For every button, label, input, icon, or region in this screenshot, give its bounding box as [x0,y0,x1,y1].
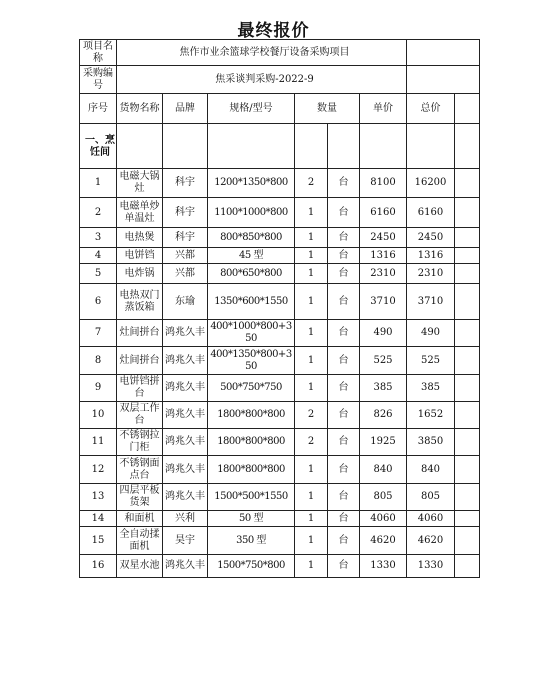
item-brand: 鸿兆久丰 [163,429,208,456]
item-quantity: 1 [295,484,328,511]
item-total: 6160 [407,198,455,228]
table-row [80,375,480,402]
table-row [80,456,480,484]
header-unit-price: 单价 [360,94,407,124]
item-spec: 1100*1000*800 [208,198,295,228]
item-spec: 800*850*800 [208,228,295,248]
item-brand: 科宇 [163,169,208,198]
item-name: 双层工作台 [117,402,163,429]
item-unit-price: 385 [360,375,407,402]
item-quantity: 1 [295,347,328,375]
item-blank [455,198,480,228]
item-unit: 台 [328,555,360,578]
item-spec: 500*750*750 [208,375,295,402]
item-name: 电炸锅 [117,264,163,284]
item-spec: 800*650*800 [208,264,295,284]
item-total: 4060 [407,511,455,527]
item-name: 不锈钢面点台 [117,456,163,484]
item-unit-price: 6160 [360,198,407,228]
item-blank [455,320,480,347]
item-blank [455,527,480,555]
item-quantity: 1 [295,555,328,578]
item-brand: 昊宇 [163,527,208,555]
item-total: 2310 [407,264,455,284]
item-quantity: 1 [295,198,328,228]
item-unit: 台 [328,456,360,484]
item-unit-price: 2450 [360,228,407,248]
item-quantity: 2 [295,429,328,456]
item-quantity: 1 [295,456,328,484]
item-name: 灶间拼台 [117,347,163,375]
section-label: 一、烹饪间 [80,124,117,169]
item-brand: 鸿兆久丰 [163,456,208,484]
item-brand: 鸿兆久丰 [163,375,208,402]
item-name: 四层平板货架 [117,484,163,511]
item-blank [455,511,480,527]
table-row [80,264,480,284]
item-number: 7 [80,320,117,347]
item-name: 电磁大锅灶 [117,169,163,198]
item-brand: 鸿兆久丰 [163,320,208,347]
item-blank [455,429,480,456]
item-unit-price: 525 [360,347,407,375]
table-row [80,555,480,578]
project-name: 焦作市业余篮球学校餐厅设备采购项目 [117,40,407,66]
item-unit: 台 [328,484,360,511]
item-name: 全自动揉面机 [117,527,163,555]
section-cell [295,124,328,169]
item-number: 5 [80,264,117,284]
item-name: 电饼铛拼台 [117,375,163,402]
procurement-blank [407,66,480,94]
item-brand: 兴利 [163,511,208,527]
item-quantity: 2 [295,402,328,429]
item-total: 805 [407,484,455,511]
item-total: 2450 [407,228,455,248]
item-blank [455,284,480,320]
item-unit: 台 [328,347,360,375]
item-number: 16 [80,555,117,578]
procurement-label: 采购编号 [80,66,117,94]
item-blank [455,169,480,198]
item-number: 2 [80,198,117,228]
procurement-number: 焦采谈判采购-2022-9 [117,66,407,94]
item-number: 6 [80,284,117,320]
header-brand: 品牌 [163,94,208,124]
item-quantity: 1 [295,228,328,248]
item-name: 双星水池 [117,555,163,578]
item-blank [455,456,480,484]
item-number: 11 [80,429,117,456]
item-unit: 台 [328,527,360,555]
item-quantity: 1 [295,375,328,402]
item-spec: 1800*800*800 [208,429,295,456]
item-unit: 台 [328,375,360,402]
item-total: 525 [407,347,455,375]
item-unit: 台 [328,264,360,284]
item-total: 3850 [407,429,455,456]
table-row [80,198,480,228]
item-spec: 1200*1350*800 [208,169,295,198]
item-blank [455,347,480,375]
item-quantity: 1 [295,284,328,320]
item-spec: 1800*800*800 [208,402,295,429]
item-number: 15 [80,527,117,555]
item-name: 电饼铛 [117,248,163,264]
item-total: 3710 [407,284,455,320]
item-name: 灶间拼台 [117,320,163,347]
item-brand: 鸿兆久丰 [163,402,208,429]
document-title: 最终报价 [237,21,310,41]
section-cell [163,124,208,169]
header-spec: 规格/型号 [208,94,295,124]
project-label: 项目名称 [80,40,117,66]
item-unit: 台 [328,169,360,198]
item-unit-price: 1925 [360,429,407,456]
item-number: 3 [80,228,117,248]
item-brand: 科宇 [163,198,208,228]
item-brand: 鸿兆久丰 [163,347,208,375]
table-row [80,169,480,198]
item-unit: 台 [328,248,360,264]
section-cell [360,124,407,169]
table-row [80,402,480,429]
item-total: 385 [407,375,455,402]
table-row [80,347,480,375]
item-blank [455,555,480,578]
item-number: 10 [80,402,117,429]
item-number: 8 [80,347,117,375]
item-number: 1 [80,169,117,198]
item-number: 13 [80,484,117,511]
item-unit: 台 [328,511,360,527]
item-spec: 400*1350*800+350 [208,347,295,375]
header-total: 总价 [407,94,455,124]
table-row [80,320,480,347]
section-row [80,124,480,169]
item-spec: 1350*600*1550 [208,284,295,320]
item-spec: 400*1000*800+350 [208,320,295,347]
item-blank [455,484,480,511]
item-number: 4 [80,248,117,264]
item-number: 14 [80,511,117,527]
item-name: 和面机 [117,511,163,527]
item-brand: 东瑜 [163,284,208,320]
table-row [80,511,480,527]
project-row [80,40,480,66]
item-name: 电热双门蒸饭箱 [117,284,163,320]
item-blank [455,264,480,284]
item-spec: 1800*800*800 [208,456,295,484]
item-total: 1652 [407,402,455,429]
item-unit-price: 826 [360,402,407,429]
section-cell [328,124,360,169]
table-row [80,429,480,456]
header-qty: 数量 [295,94,360,124]
section-cell [455,124,480,169]
item-total: 490 [407,320,455,347]
procurement-row [80,66,480,94]
item-quantity: 1 [295,511,328,527]
item-unit-price: 840 [360,456,407,484]
item-number: 12 [80,456,117,484]
item-name: 电磁单炒单温灶 [117,198,163,228]
item-unit-price: 2310 [360,264,407,284]
table-row [80,248,480,264]
item-unit-price: 805 [360,484,407,511]
item-unit: 台 [328,320,360,347]
item-brand: 科宇 [163,228,208,248]
item-unit: 台 [328,402,360,429]
item-spec: 1500*750*800 [208,555,295,578]
item-unit-price: 4060 [360,511,407,527]
item-unit: 台 [328,228,360,248]
header-no: 序号 [80,94,117,124]
item-brand: 鸿兆久丰 [163,555,208,578]
header-row [80,94,480,124]
item-unit: 台 [328,284,360,320]
item-total: 1316 [407,248,455,264]
item-total: 840 [407,456,455,484]
item-unit-price: 3710 [360,284,407,320]
item-unit: 台 [328,198,360,228]
item-spec: 350 型 [208,527,295,555]
item-quantity: 2 [295,169,328,198]
item-unit: 台 [328,429,360,456]
item-total: 4620 [407,527,455,555]
item-brand: 兴都 [163,248,208,264]
table-row [80,228,480,248]
item-blank [455,248,480,264]
header-blank [455,94,480,124]
section-cell [407,124,455,169]
item-blank [455,402,480,429]
item-number: 9 [80,375,117,402]
project-blank [407,40,480,66]
header-name: 货物名称 [117,94,163,124]
item-unit-price: 490 [360,320,407,347]
table-row [80,527,480,555]
item-blank [455,228,480,248]
item-brand: 兴都 [163,264,208,284]
table-row [80,284,480,320]
section-cell [208,124,295,169]
table-row [80,484,480,511]
item-brand: 鸿兆久丰 [163,484,208,511]
item-unit-price: 8100 [360,169,407,198]
item-total: 16200 [407,169,455,198]
item-name: 电热煲 [117,228,163,248]
item-name: 不锈钢拉门柜 [117,429,163,456]
item-unit-price: 1316 [360,248,407,264]
item-quantity: 1 [295,320,328,347]
item-unit-price: 4620 [360,527,407,555]
item-blank [455,375,480,402]
item-quantity: 1 [295,527,328,555]
item-unit-price: 1330 [360,555,407,578]
item-spec: 50 型 [208,511,295,527]
section-cell [117,124,163,169]
quote-table [79,39,480,578]
item-quantity: 1 [295,248,328,264]
item-quantity: 1 [295,264,328,284]
item-spec: 1500*500*1550 [208,484,295,511]
item-spec: 45 型 [208,248,295,264]
item-total: 1330 [407,555,455,578]
